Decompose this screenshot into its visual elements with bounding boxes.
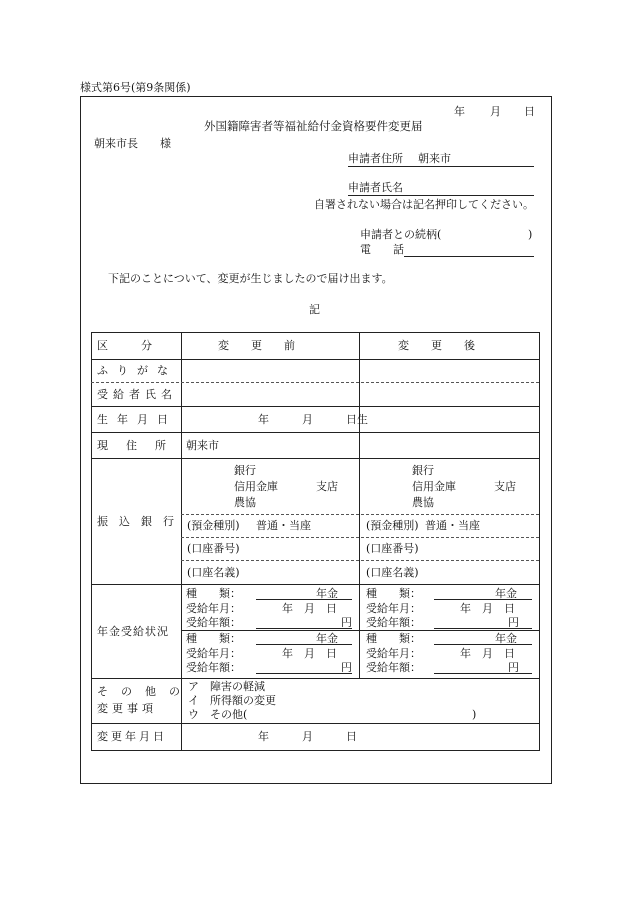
relation-label: 申請者との続柄( — [360, 228, 442, 241]
pension-date-value: 年 月 日 — [282, 602, 337, 615]
header-after: 変 更 後 — [398, 339, 475, 352]
deposit-type-value-before: 普通・当座 — [256, 519, 311, 532]
table-line — [91, 584, 540, 585]
deposit-type-label-after: (預金種別) — [366, 519, 419, 532]
deposit-type-value-after: 普通・当座 — [425, 519, 480, 532]
account-number-label-before: (口座番号) — [187, 542, 240, 555]
dashed-divider — [91, 382, 539, 383]
branch-before: 支店 — [316, 480, 338, 493]
dashed-divider — [181, 560, 539, 561]
applicant-address-label: 申請者住所 — [348, 152, 403, 165]
phone-field[interactable] — [404, 256, 534, 257]
table-line — [91, 406, 540, 407]
addressee: 朝来市長 様 — [94, 137, 171, 150]
header-category: 区 分 — [97, 339, 152, 352]
pension-kind-label: 種 類： — [366, 587, 421, 600]
pension-date-label: 受給年月： — [186, 602, 241, 615]
account-name-label-after: (口座名義) — [366, 566, 419, 579]
table-line — [91, 359, 540, 360]
pension-date-value: 年 月 日 — [282, 647, 337, 660]
pension-divider — [181, 630, 539, 631]
applicant-address-value: 朝来市 — [418, 152, 451, 165]
branch-after: 支店 — [494, 480, 516, 493]
pension-amount-label: 受給年額： — [366, 661, 421, 674]
other-item-a: ア 障害の軽減 — [188, 680, 265, 693]
label-pension: 年金受給状況 — [97, 625, 169, 638]
bank-type-after-3: 農協 — [412, 496, 434, 509]
table-top — [91, 332, 540, 333]
pension-date-label: 受給年月： — [366, 602, 421, 615]
table-right — [539, 332, 540, 750]
pension-kind-field[interactable] — [434, 644, 532, 645]
date-year: 年 — [454, 105, 465, 118]
bank-type-before-2: 信用金庫 — [234, 480, 278, 493]
table-left — [91, 332, 92, 750]
dashed-divider — [181, 514, 539, 515]
birthdate-value: 年 月 日生 — [258, 413, 368, 426]
label-furigana: ふりがな — [97, 364, 177, 377]
bank-type-before-1: 銀行 — [234, 464, 256, 477]
bank-type-before-3: 農協 — [234, 496, 256, 509]
label-other-2: 変更事項 — [97, 702, 157, 715]
account-name-label-before: (口座名義) — [187, 566, 240, 579]
ki-label: 記 — [309, 303, 320, 316]
pension-amount-unit: 円 — [508, 616, 519, 629]
header-before: 変 更 前 — [218, 339, 295, 352]
date-day: 日 — [524, 105, 535, 118]
pension-amount-unit: 円 — [508, 661, 519, 674]
form-title: 外国籍障害者等福祉給付金資格要件変更届 — [204, 119, 423, 133]
account-number-label-after: (口座番号) — [366, 542, 419, 555]
deposit-type-label-before: (預金種別) — [187, 519, 240, 532]
phone-label: 電 話 — [360, 243, 404, 256]
label-birthdate: 生年月日 — [97, 413, 177, 426]
table-line — [91, 723, 540, 724]
label-bank: 振込銀行 — [97, 515, 185, 528]
pension-date-label: 受給年月： — [366, 647, 421, 660]
pension-amount-unit: 円 — [341, 661, 352, 674]
pension-kind-label: 種 類： — [366, 632, 421, 645]
other-item-close: ) — [472, 708, 477, 721]
relation-close: ) — [528, 228, 533, 241]
table-line — [91, 432, 540, 433]
change-date-value: 年 月 日 — [258, 730, 357, 743]
label-change-date: 変更年月日 — [97, 730, 167, 743]
label-other-1: その他の — [97, 685, 193, 698]
table-line — [91, 458, 540, 459]
date-month: 月 — [490, 105, 501, 118]
address-underline — [348, 166, 534, 167]
label-address: 現住所 — [97, 439, 184, 452]
table-bottom — [91, 750, 540, 751]
pension-kind-label: 種 類： — [186, 632, 241, 645]
pension-kind-unit: 年金 — [495, 587, 517, 600]
applicant-name-field[interactable] — [348, 195, 534, 196]
intro-text: 下記のことについて、変更が生じましたので届け出ます。 — [108, 272, 393, 285]
pension-amount-unit: 円 — [341, 616, 352, 629]
applicant-name-label: 申請者氏名 — [348, 181, 403, 194]
pension-amount-field[interactable] — [256, 628, 352, 629]
pension-kind-unit: 年金 — [495, 632, 517, 645]
pension-kind-label: 種 類： — [186, 587, 241, 600]
seal-note: 自署されない場合は記名押印してください。 — [314, 198, 534, 211]
pension-date-value: 年 月 日 — [460, 647, 515, 660]
pension-date-label: 受給年月： — [186, 647, 241, 660]
pension-kind-unit: 年金 — [316, 632, 338, 645]
other-item-c: ウ その他( — [188, 708, 248, 721]
bank-type-after-1: 銀行 — [412, 464, 434, 477]
pension-amount-field[interactable] — [256, 673, 352, 674]
pension-date-value: 年 月 日 — [460, 602, 515, 615]
pension-kind-field[interactable] — [434, 599, 532, 600]
label-recipient-name: 受給者氏名 — [97, 388, 177, 401]
form-number-label: 様式第6号(第9条関係) — [80, 81, 191, 94]
pension-amount-label: 受給年額： — [186, 661, 241, 674]
dashed-divider — [181, 537, 539, 538]
pension-amount-label: 受給年額： — [366, 616, 421, 629]
table-col-divider — [359, 432, 360, 678]
table-line — [91, 678, 540, 679]
pension-kind-unit: 年金 — [316, 587, 338, 600]
pension-amount-label: 受給年額： — [186, 616, 241, 629]
other-item-b: イ 所得額の変更 — [188, 694, 276, 707]
address-value: 朝来市 — [186, 439, 219, 452]
bank-type-after-2: 信用金庫 — [412, 480, 456, 493]
